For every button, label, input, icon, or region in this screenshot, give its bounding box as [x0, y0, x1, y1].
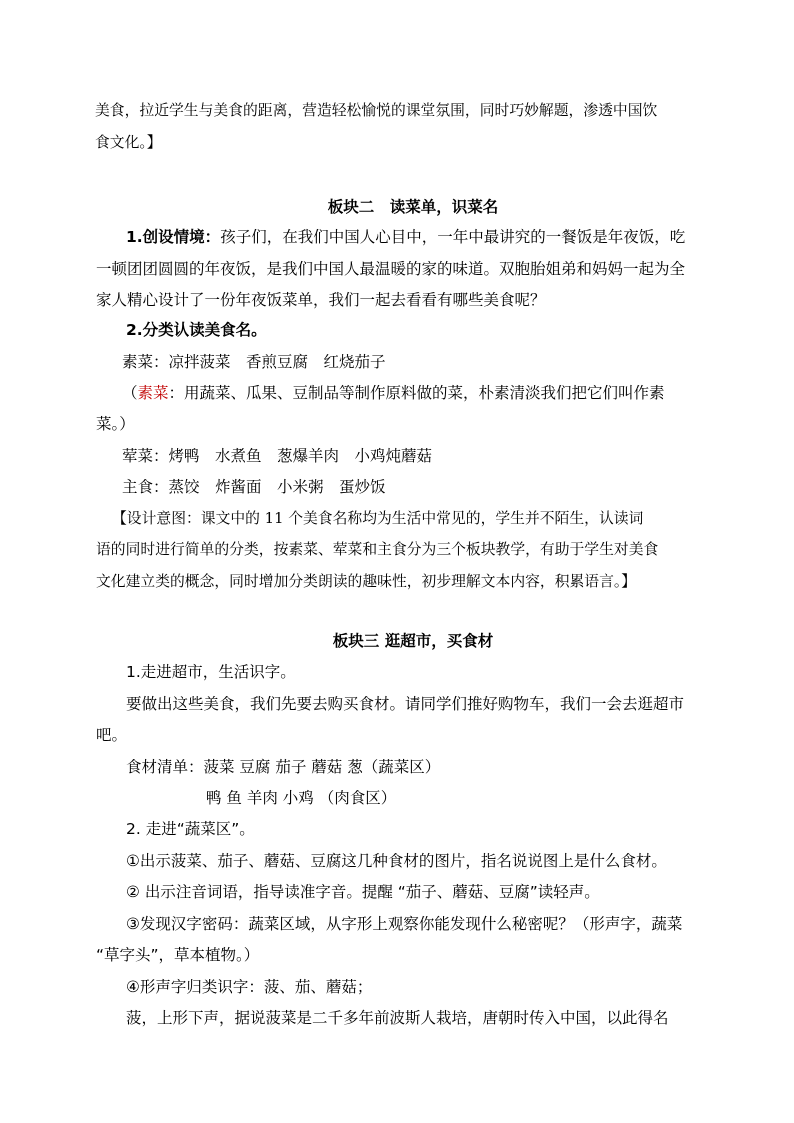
paragraph-line: 要做出这些美食，我们先要去购买食材。请同学们推好购物车，我们一会去逛超市: [126, 695, 685, 713]
ingredient-list-meat: 鸭 鱼 羊肉 小鸡 （肉食区）: [206, 789, 397, 807]
step-item: ③发现汉字密码：蔬菜区域，从字形上观察你能发现什么秘密呢？（形声字，蔬菜: [126, 915, 683, 933]
staple-food: 主食：蒸饺 炸酱面 小米粥 蛋炒饭: [122, 478, 386, 496]
meat-dishes: 荤菜：烤鸭 水煮鱼 葱爆羊肉 小鸡炖蘑菇: [122, 447, 433, 465]
step-item: ④形声字归类识字：菠、茄、蘑菇；: [126, 978, 373, 996]
section3-step2: 2. 走进“蔬菜区”。: [126, 820, 255, 838]
vegetable-note: （素菜：用蔬菜、瓜果、豆制品等制作原料做的菜，朴素清淡我们把它们叫作素: [122, 384, 665, 402]
section3-step1: 1.走进超市，生活识字。: [126, 663, 296, 681]
item2-label: 2.分类认读美食名。: [126, 321, 267, 339]
section3-heading: 板块三 逛超市，买食材: [332, 632, 494, 650]
paragraph-line: 一顿团团圆圆的年夜饭，是我们中国人最温暖的家的味道。双胞胎姐弟和妈妈一起为全: [96, 260, 686, 278]
design-intent-line: 【设计意图：课文中的 11 个美食名称均为生活中常见的，学生并不陌生，认读词: [112, 510, 644, 527]
step-item: ①出示菠菜、茄子、蘑菇、豆腐这几种食材的图片，指名说说图上是什么食材。: [126, 852, 667, 870]
design-intent-line: 文化建立类的概念，同时增加分类朗读的趣味性，初步理解文本内容，积累语言。】: [96, 573, 637, 590]
item1-text: 孩子们，在我们中国人心目中，一年中最讲究的一餐饭是年夜饭，吃: [220, 228, 686, 246]
intro-comment-line: 食文化。】: [95, 134, 162, 151]
vegetable-dishes: 素菜：凉拌菠菜 香煎豆腐 红烧茄子: [122, 353, 386, 371]
section2-item1: [126, 227, 685, 247]
ingredient-list-vegetables: 食材清单：菠菜 豆腐 茄子 蘑菇 葱（蔬菜区）: [126, 758, 441, 776]
item1-label: 1.创设情境：: [126, 228, 221, 246]
intro-comment-line: 美食，拉近学生与美食的距离，营造轻松愉悦的课堂氛围，同时巧妙解题，渗透中国饮: [95, 102, 658, 119]
vegetable-note-line: 菜。）: [96, 415, 135, 433]
paragraph-line: 吧。: [96, 726, 128, 744]
design-intent-line: 语的同时进行简单的分类，按素菜、荤菜和主食分为三个板块教学，有助于学生对美食: [96, 541, 659, 558]
step-item-continued: “草字头”，草本植物。）: [96, 946, 260, 964]
step-item: ② 出示注音词语，指导读准字音。提醒 “茄子、蘑菇、豆腐”读轻声。: [126, 883, 600, 901]
paragraph-line: 家人精心设计了一份年夜饭菜单，我们一起去看看有哪些美食呢？: [96, 291, 546, 309]
note-term: 素菜: [137, 384, 169, 402]
paragraph-line: 菠，上形下声，据说菠菜是二千多年前波斯人栽培，唐朝时传入中国，以此得名: [126, 1009, 669, 1027]
section2-heading: 板块二 读菜单，识菜名: [327, 198, 499, 216]
